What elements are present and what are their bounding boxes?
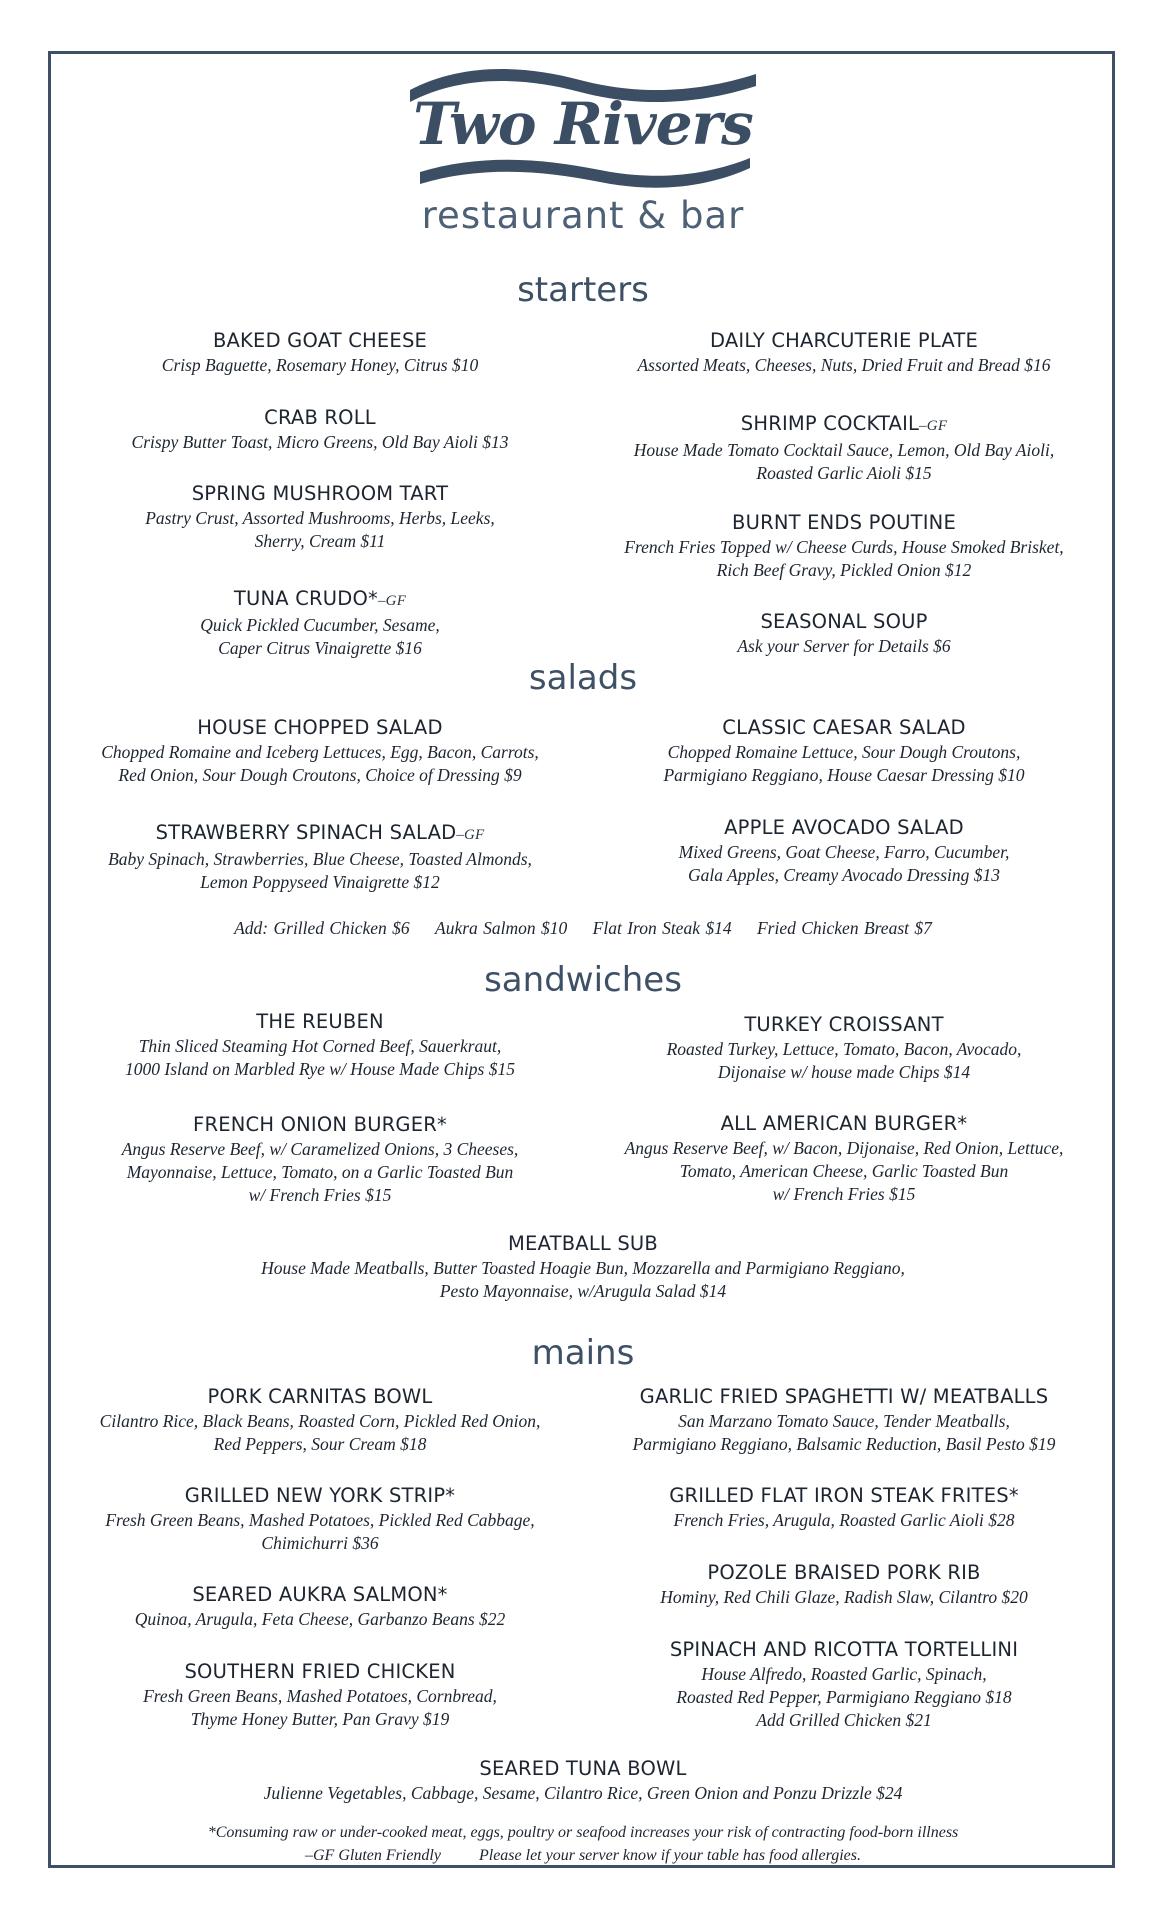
item-desc: Ask your Server for Details $6 [737,636,951,656]
item-desc: House Alfredo, Roasted Garlic, Spinach, [701,1664,987,1684]
menu-item-pork-carnitas-bowl [70,1384,570,1456]
item-desc: Roasted Red Pepper, Parmigiano Reggiano $18 [676,1687,1012,1707]
item-desc: Quick Pickled Cucumber, Sesame, [200,615,440,635]
allergy-note: Please let your server know if your table has food allergies. [478,1847,861,1864]
item-desc: Crispy Butter Toast, Micro Greens, Old Bay Aioli $13 [131,432,509,452]
item-name-text: TUNA CRUDO* [233,587,378,610]
menu-item-spinach-ricotta-tortellini [594,1637,1094,1732]
menu-item-grilled-new-york-strip [70,1483,570,1555]
menu-item-french-onion-burger [70,1112,570,1207]
addon-item: Fried Chicken Breast $7 [756,918,932,938]
item-name: DAILY CHARCUTERIE PLATE [709,329,978,352]
menu-item-strawberry-spinach-salad [70,820,570,894]
menu-item-pozole-braised-pork-rib [594,1560,1094,1609]
item-name: SPRING MUSHROOM TART [191,482,449,505]
item-desc: Parmigiano Reggiano, House Caesar Dressing $10 [663,765,1025,785]
item-desc: San Marzano Tomato Sauce, Tender Meatballs, [678,1411,1010,1431]
item-desc: Mixed Greens, Goat Cheese, Farro, Cucumber, [678,842,1010,862]
menu-item-garlic-fried-spaghetti [594,1384,1094,1456]
item-desc: Chopped Romaine and Iceberg Lettuces, Egg, Bacon, Carrots, [101,742,539,762]
menu-item-grilled-flat-iron-steak-frites [594,1483,1094,1532]
item-desc: Red Onion, Sour Dough Croutons, Choice of Dressing $9 [118,765,522,785]
item-desc: Chimichurri $36 [261,1533,379,1553]
item-desc: Rich Beef Gravy, Pickled Onion $12 [716,560,972,580]
section-mains: mains [531,1333,635,1373]
item-desc: Julienne Vegetables, Cabbage, Sesame, Cilantro Rice, Green Onion and Ponzu Drizzle $24 [263,1783,903,1803]
item-name: FRENCH ONION BURGER* [193,1113,447,1136]
item-desc: Mayonnaise, Lettuce, Tomato, on a Garlic Toasted Bun [126,1162,514,1182]
salad-addons [0,918,1166,939]
menu-item-the-reuben [70,1009,570,1081]
item-desc: Hominy, Red Chili Glaze, Radish Slaw, Cilantro $20 [660,1587,1028,1607]
item-desc: Assorted Meats, Cheeses, Nuts, Dried Fruit and Bread $16 [637,355,1051,375]
item-desc: Dijonaise w/ house made Chips $14 [717,1062,971,1082]
item-name: GRILLED NEW YORK STRIP* [184,1484,456,1507]
menu-item-apple-avocado-salad [594,815,1094,887]
gf-tag: –GF [377,593,407,609]
item-desc: Roasted Turkey, Lettuce, Tomato, Bacon, Avocado, [666,1039,1022,1059]
item-name: ALL AMERICAN BURGER* [720,1112,968,1135]
item-desc: Parmigiano Reggiano, Balsamic Reduction, Basil Pesto $19 [632,1434,1056,1454]
item-name-text: STRAWBERRY SPINACH SALAD [155,821,457,844]
item-name: POZOLE BRAISED PORK RIB [707,1561,981,1584]
footer-warning: *Consuming raw or under-cooked meat, eggs, poultry or seafood increases your risk of contracting food-born illness [207,1824,959,1841]
item-name: TURKEY CROISSANT [744,1013,944,1036]
menu-item-daily-charcuterie [594,328,1094,377]
item-desc: w/ French Fries $15 [772,1184,916,1204]
item-name [70,586,570,614]
item-name: SEARED AUKRA SALMON* [192,1583,448,1606]
menu-item-seared-tuna-bowl [150,1756,1016,1805]
menu-item-spring-mushroom-tart [70,481,570,553]
addon-item: Aukra Salmon $10 [435,918,568,938]
item-desc: Thin Sliced Steaming Hot Corned Beef, Sauerkraut, [138,1036,502,1056]
menu-item-baked-goat-cheese [70,328,570,377]
item-desc: Angus Reserve Beef, w/ Caramelized Onions, 3 Cheeses, [121,1139,519,1159]
item-desc: Pesto Mayonnaise, w/Arugula Salad $14 [439,1281,727,1301]
menu-item-all-american-burger [594,1111,1094,1206]
item-desc: Caper Citrus Vinaigrette $16 [218,638,422,658]
section-starters: starters [517,270,649,310]
menu-item-seasonal-soup [594,609,1094,658]
item-desc: Lemon Poppyseed Vinaigrette $12 [200,872,440,892]
menu-item-southern-fried-chicken [70,1659,570,1731]
item-desc: Crisp Baguette, Rosemary Honey, Citrus $10 [161,355,479,375]
item-desc: Quinoa, Arugula, Feta Cheese, Garbanzo Beans $22 [134,1609,506,1629]
item-name: THE REUBEN [256,1010,384,1033]
item-desc: Red Peppers, Sour Cream $18 [213,1434,427,1454]
item-desc: Sherry, Cream $11 [254,531,386,551]
item-desc: Angus Reserve Beef, w/ Bacon, Dijonaise, Red Onion, Lettuce, [624,1138,1064,1158]
item-desc: Chopped Romaine Lettuce, Sour Dough Croutons, [667,742,1021,762]
item-desc: House Made Tomato Cocktail Sauce, Lemon, Old Bay Aioli, [633,440,1055,460]
menu-item-seared-aukra-salmon [70,1582,570,1631]
item-desc: Tomato, American Cheese, Garlic Toasted Bun [679,1161,1009,1181]
footer-notes [0,1847,1166,1865]
menu-item-turkey-croissant [594,1012,1094,1084]
item-desc: Cilantro Rice, Black Beans, Roasted Corn, Pickled Red Onion, [99,1411,541,1431]
menu-item-shrimp-cocktail [594,411,1094,485]
addon-item: Flat Iron Steak $14 [592,918,732,938]
section-salads: salads [528,658,638,698]
logo-wordmark: Two Rivers [413,90,753,158]
item-name: SEARED TUNA BOWL [479,1757,687,1780]
item-desc: 1000 Island on Marbled Rye w/ House Made Chips $15 [125,1059,515,1079]
item-desc: Fresh Green Beans, Mashed Potatoes, Cornbread, [143,1686,497,1706]
item-name: HOUSE CHOPPED SALAD [197,716,443,739]
gf-legend: –GF Gluten Friendly [305,1847,441,1864]
item-name: GRILLED FLAT IRON STEAK FRITES* [669,1484,1019,1507]
menu-item-crab-roll [70,405,570,454]
item-desc: Pastry Crust, Assorted Mushrooms, Herbs, Leeks, [145,508,495,528]
item-name: BURNT ENDS POUTINE [732,511,956,534]
menu-item-classic-caesar-salad [594,715,1094,787]
item-name: APPLE AVOCADO SALAD [724,816,964,839]
item-desc: Baby Spinach, Strawberries, Blue Cheese, Toasted Almonds, [108,849,532,869]
item-name: SEASONAL SOUP [760,610,928,633]
menu-item-tuna-crudo [70,586,570,660]
item-desc: French Fries, Arugula, Roasted Garlic Aioli $28 [673,1510,1015,1530]
item-desc: House Made Meatballs, Butter Toasted Hoagie Bun, Mozzarella and Parmigiano Reggiano, [261,1258,905,1278]
item-name [70,820,570,848]
item-name: GARLIC FRIED SPAGHETTI W/ MEATBALLS [639,1385,1049,1408]
item-name-text: SHRIMP COCKTAIL [740,412,920,435]
item-desc: Add Grilled Chicken $21 [756,1710,932,1730]
menu-item-house-chopped-salad [70,715,570,787]
logo-subtitle: restaurant & bar [421,194,745,237]
item-name: PORK CARNITAS BOWL [207,1385,433,1408]
item-desc: Roasted Garlic Aioli $15 [756,463,932,483]
menu-item-burnt-ends-poutine [594,510,1094,582]
gf-tag: –GF [456,827,485,843]
item-name: CLASSIC CAESAR SALAD [722,716,966,739]
gf-tag: –GF [919,418,948,434]
item-desc: French Fries Topped w/ Cheese Curds, House Smoked Brisket, [624,537,1064,557]
item-name [594,411,1094,439]
item-desc: Fresh Green Beans, Mashed Potatoes, Pickled Red Cabbage, [105,1510,535,1530]
menu-item-meatball-sub [150,1231,1016,1303]
logo [400,62,766,242]
section-sandwiches: sandwiches [484,960,682,1000]
item-desc: Gala Apples, Creamy Avocado Dressing $13 [687,865,1001,885]
item-name: MEATBALL SUB [508,1232,658,1255]
item-name: SOUTHERN FRIED CHICKEN [184,1660,456,1683]
item-name: BAKED GOAT CHEESE [212,329,428,352]
item-desc: Thyme Honey Butter, Pan Gravy $19 [190,1709,450,1729]
item-desc: w/ French Fries $15 [248,1185,392,1205]
item-name: SPINACH AND RICOTTA TORTELLINI [669,1638,1019,1661]
item-name: CRAB ROLL [264,406,376,429]
addon-item: Add: Grilled Chicken $6 [234,918,410,938]
